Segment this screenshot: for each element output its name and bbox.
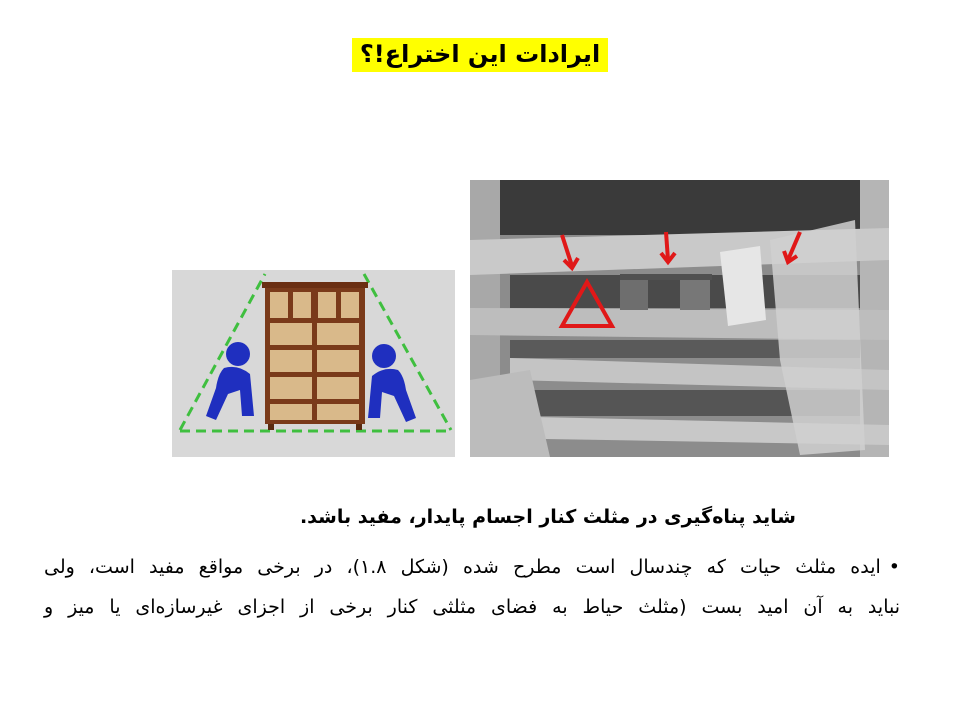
slide-title: ایرادات این اختراع!؟ (352, 38, 608, 72)
cabinet-icon (262, 282, 368, 430)
bullet-paragraph (44, 547, 900, 627)
bullet-icon: • (888, 556, 900, 578)
triangle-illustration-svg (172, 270, 455, 457)
paragraph-line-2: نباید به آن امید بست (مثلث حیاط به فضای مثلثی کنار برخی از اجزای غیرسازه‌ای یا میز و (44, 596, 900, 618)
paragraph-line-1-text: ایده مثلث حیات که چندسال است مطرح شده (شکل ۱.۸)، در برخی مواقع مفید است، ولی (44, 556, 881, 578)
slide-subtitle: شاید پناه‌گیری در مثلث کنار اجسام پایدار، مفید باشد. (299, 506, 796, 528)
collapsed-building-photo (470, 180, 889, 457)
paragraph-line-1 (44, 547, 900, 587)
building-photo-svg (470, 180, 889, 457)
slide-title-wrap (0, 38, 960, 72)
triangle-of-life-illustration (172, 270, 455, 457)
